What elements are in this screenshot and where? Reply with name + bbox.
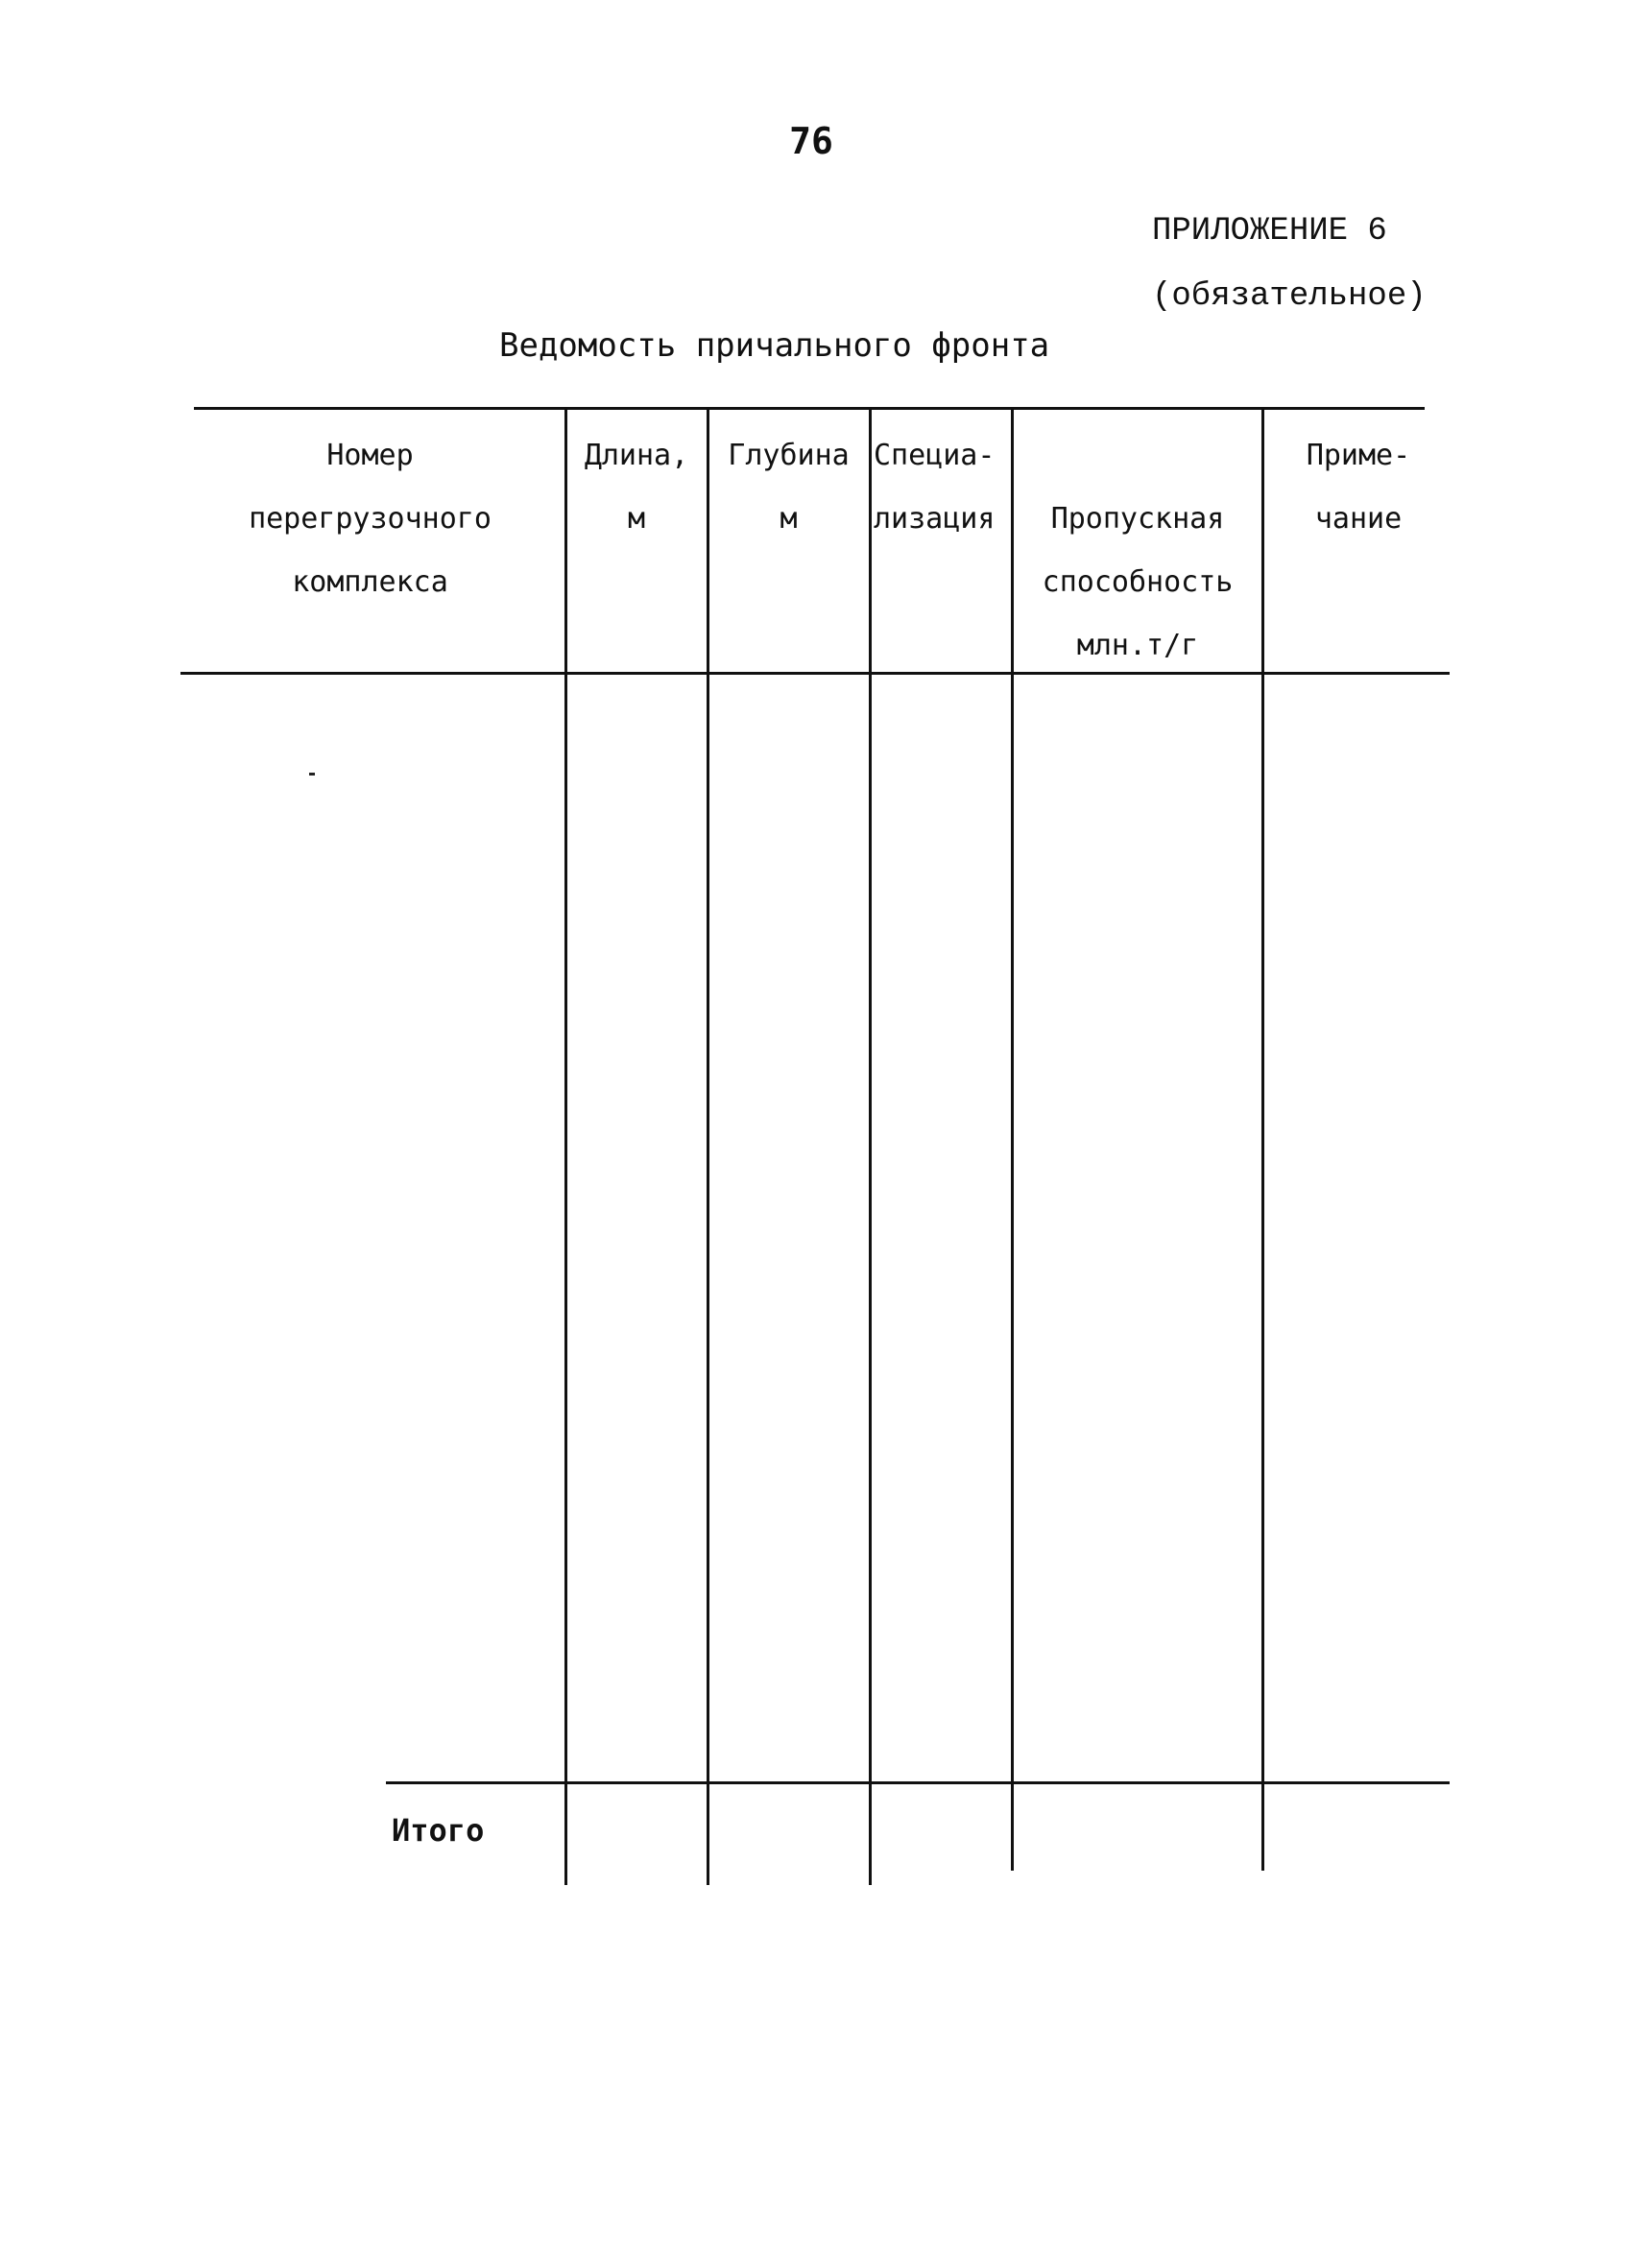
header-line: комплекса xyxy=(292,565,448,599)
table-total-rule xyxy=(386,1781,1450,1784)
header-line: млн.т/г xyxy=(1076,629,1199,662)
table-column-divider xyxy=(1011,407,1014,1871)
header-line: способность xyxy=(1042,565,1234,599)
header-line: м xyxy=(780,502,798,536)
header-line: м xyxy=(627,502,646,536)
table-column-divider xyxy=(707,407,709,1885)
total-row-label: Итого xyxy=(392,1812,485,1849)
appendix-block xyxy=(1152,199,1427,329)
table-column-divider xyxy=(869,407,872,1885)
header-line: Приме- xyxy=(1306,439,1411,472)
header-line: перегрузочного xyxy=(249,502,492,536)
page-number: 76 xyxy=(789,120,833,162)
header-note xyxy=(1267,424,1450,551)
header-specialization xyxy=(874,424,1010,551)
table-column-divider xyxy=(564,407,567,1885)
header-complex-number xyxy=(180,424,560,614)
header-line: Пропускная xyxy=(1050,502,1225,536)
document-title: Ведомость причального фронта xyxy=(499,326,1050,365)
header-line: Специа- xyxy=(874,439,996,472)
header-throughput xyxy=(1016,488,1260,678)
table-column-divider xyxy=(1261,407,1264,1871)
header-length xyxy=(568,424,705,551)
appendix-status: (обязательное) xyxy=(1152,278,1427,315)
header-depth xyxy=(710,424,867,551)
header-line: Номер xyxy=(326,439,414,472)
header-line: Длина, xyxy=(584,439,689,472)
stray-mark xyxy=(309,773,315,776)
appendix-label: ПРИЛОЖЕНИЕ 6 xyxy=(1152,213,1387,250)
table-top-rule xyxy=(194,407,1425,410)
header-line: чание xyxy=(1314,502,1403,536)
header-line: лизация xyxy=(874,502,996,536)
header-line: Глубина xyxy=(728,439,850,472)
